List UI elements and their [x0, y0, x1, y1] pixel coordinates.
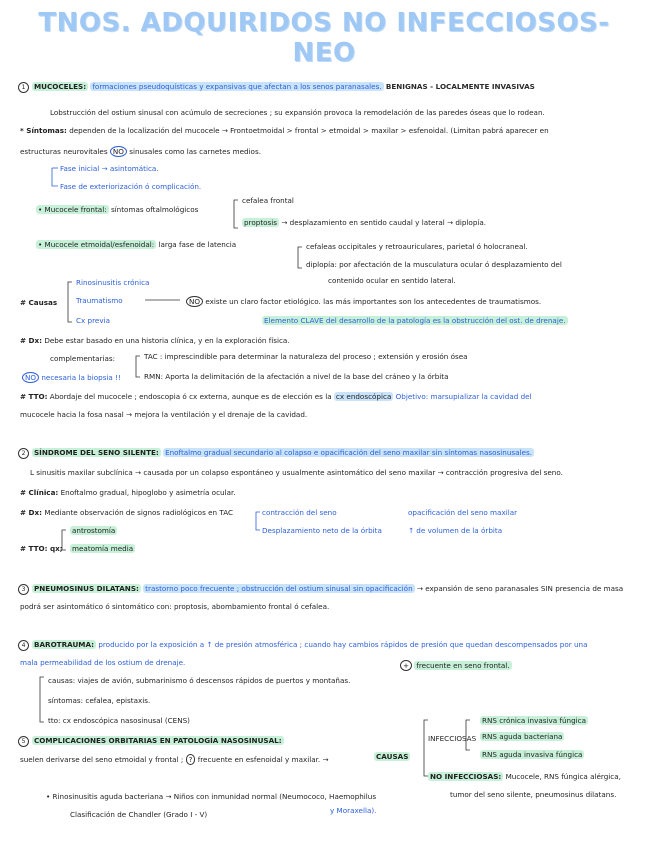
- s5-noninfectious-text: Mucocele, RNS fúngica alérgica,: [505, 772, 621, 781]
- s4-definition: producido por la exposición a ↑ de presión atmosférica ; cuando hay cambios rápidos de presión que quedan descompensados por una: [98, 640, 588, 649]
- s3-line2: podrá ser asintomático ó sintomático con: proptosis, abombamiento frontal ó cefalea.: [20, 602, 330, 611]
- s1-complementary: complementarias:: [50, 354, 116, 363]
- s1-result: BENIGNAS - LOCALMENTE INVASIVAS: [385, 82, 535, 91]
- s2-dx-label: # Dx:: [20, 508, 43, 517]
- s2-definition: Enoftalmo gradual secundario al colapso e opacificación del seno maxilar sin síntomas nasosinusales.: [165, 448, 532, 457]
- s5-causes-text: CAUSAS: [376, 752, 409, 761]
- s2-line2: L sinusitis maxilar subclínica → causada por un colapso espontáneo y usualmente asintomático del seno maxilar → contracción progresiva del seno.: [30, 468, 563, 477]
- s1-symptoms-text: dependen de la localización del mucocele → Frontoetmoidal > frontal > etmoidal > maxilar > esfenoidal. (Limitan pabrá aparecer en: [69, 126, 549, 135]
- s2-clinic: [20, 488, 236, 497]
- s5-causes: [374, 752, 410, 761]
- s4-symptoms: síntomas: cefalea, epistaxis.: [48, 696, 151, 705]
- s1-etm-label: • Mucocele etmoidal/esfenoidal:: [38, 240, 155, 249]
- s2-tto-a-text: antrostomía: [72, 526, 116, 535]
- s1-tto: [20, 392, 532, 401]
- s5-infectious-c: [480, 750, 584, 759]
- s1-symptoms-text3: sinusales como las carnetes medios.: [129, 147, 261, 156]
- s2-dx-a: contracción del seno: [262, 508, 337, 517]
- s1-phase2: Fase de exteriorización ó complicación.: [60, 182, 202, 191]
- s1-cause-1: Rinosinusitis crónica: [76, 278, 150, 287]
- s2-dx-c: opacificación del seno maxilar: [408, 508, 518, 517]
- s1-tto-line2: mucocele hacia la fosa nasal → mejora la ventilación y el drenaje de la cavidad.: [20, 410, 308, 419]
- s1-tto-highlight: cx endoscópica: [335, 392, 392, 401]
- s1-heading: [18, 82, 535, 93]
- s5-noninfectious: [428, 772, 621, 781]
- s1-frontal-b-text: → desplazamiento en sentido caudal y lateral → diplopía.: [281, 218, 487, 227]
- s1-etm-b: diplopía: por afectación de la musculatura ocular ó desplazamiento del: [306, 260, 562, 269]
- s1-cause-3: Cx previa: [76, 316, 110, 325]
- s1-cause-2: Traumatismo: [76, 296, 123, 305]
- s2-tto-b-text: meatomía media: [72, 544, 134, 553]
- s2-dx-text: Mediante observación de signos radiológicos en TAC: [44, 508, 234, 517]
- s5-rhino: • Rinosinusitis aguda bacteriana → Niños con inmunidad normal (Neumococo, Haemophilus: [46, 792, 377, 801]
- s4-frequency: [400, 660, 512, 671]
- s3-definition-tail: → expansión de seno paranasales SIN presencia de masa: [416, 584, 624, 593]
- s4-label: BAROTRAUMA:: [34, 640, 95, 649]
- s1-line2: Lobstrucción del ostium sinusal con acúmulo de secreciones ; su expansión provoca la remodelación de las paredes óseas que lo rodean.: [50, 108, 545, 117]
- s1-causes-label: # Causas: [20, 298, 58, 307]
- s4-line2: mala permeabilidad de los ostium de drenaje.: [20, 658, 186, 667]
- s1-definition: formaciones pseudoquísticas y expansivas que afectan a los senos paranasales.: [92, 82, 382, 91]
- s1-etm-b2: contenido ocular en sentido lateral.: [328, 276, 456, 285]
- s1-frontal: [36, 205, 198, 214]
- s1-rmn: RMN: Aporta la delimitación de la afectación a nivel de la base del cráneo y la órbita: [144, 372, 449, 381]
- s4-frequency-text: frecuente en seno frontal.: [416, 661, 510, 670]
- s1-tto-label: # TTO:: [20, 392, 48, 401]
- s5-number: 5: [18, 736, 29, 747]
- s5-infectious-b: [480, 732, 564, 741]
- s3-number: 3: [18, 584, 29, 595]
- s1-symptoms: [20, 126, 549, 135]
- s4-heading: [18, 640, 588, 651]
- s1-etm-text: larga fase de latencia: [158, 240, 237, 249]
- s2-clinic-text: Enoftalmo gradual, hipoglobo y asimetría ocular.: [60, 488, 236, 497]
- s3-heading: [18, 584, 623, 595]
- s5-label: COMPLICACIONES ORBITARIAS EN PATOLOGÍA NASOSINUSAL:: [34, 736, 282, 745]
- s5-line2b-text: frecuente en esfenoidal y maxilar. →: [197, 755, 329, 764]
- s2-tto-label: # TTO: qx;: [20, 544, 63, 553]
- s1-dx: [20, 336, 290, 345]
- s1-biopsy: [22, 372, 121, 383]
- s1-biopsy-text: necesaria la biopsia !!: [41, 373, 121, 382]
- s5-line2-text: suelen derivarse del seno etmoidal y frontal ;: [20, 755, 184, 764]
- s5-chandler: Clasificación de Chandler (Grado I - V): [70, 810, 208, 819]
- s2-dx-d: ↑ de volumen de la órbita: [408, 526, 503, 535]
- s4-treatment: tto: cx endoscópica nasosinusal (CENS): [48, 716, 190, 725]
- s1-symptoms-cont: [20, 146, 261, 157]
- s1-causes-desc: existe un claro factor etiológico. las más importantes son los antecedentes de traumatismos.: [205, 297, 542, 306]
- s5-infectious-a-text: RNS crónica invasiva fúngica: [482, 716, 587, 725]
- s1-phase1: Fase inicial → asintomática.: [60, 164, 159, 173]
- s2-dx-b: Desplazamiento neto de la órbita: [262, 526, 382, 535]
- s1-etm-a: cefaleas occipitales y retroauriculares, parietal ó holocraneal.: [306, 242, 528, 251]
- s1-frontal-b: [242, 218, 486, 227]
- s1-symptoms-label: * Síntomas:: [20, 126, 67, 135]
- s5-rhino-2: y Moraxella).: [330, 806, 377, 815]
- s1-causes-text: [186, 296, 541, 307]
- s2-tto-a: [70, 526, 117, 535]
- s4-number: 4: [18, 640, 29, 651]
- s5-infectious-b-text: RNS aguda bacteriana: [482, 732, 563, 741]
- s1-frontal-label: • Mucocele frontal:: [38, 205, 107, 214]
- s5-infectious-a: [480, 716, 588, 725]
- s1-causes-circle: NO: [186, 296, 203, 307]
- s1-tto-objective: Objetivo: marsupializar la cavidad del: [395, 392, 532, 401]
- s1-dx-text: Debe estar basado en una historia clínica, y en la exploración física.: [44, 336, 290, 345]
- s3-label: PNEUMOSINUS DILATANS:: [34, 584, 139, 593]
- s1-causes-element: [262, 316, 568, 325]
- s1-number: 1: [18, 82, 29, 93]
- s5-heading: [18, 736, 284, 747]
- s1-frontal-b-label: proptosis: [244, 218, 278, 227]
- s1-tto-text: Abordaje del mucocele ; endoscopia ó cx externa, aunque es de elección es la: [49, 392, 332, 401]
- s5-noninfectious-2: tumor del seno silente, pneumosinus dilatans.: [450, 790, 617, 799]
- s5-noninfectious-label: NO INFECCIOSAS:: [430, 772, 502, 781]
- s1-label: MUCOCELES:: [34, 82, 87, 91]
- page-title: TNOS. ADQUIRIDOS NO INFECCIOSOS- NEO: [38, 8, 610, 68]
- s1-dx-label: # Dx:: [20, 336, 43, 345]
- s2-label: SÍNDROME DEL SENO SILENTE:: [34, 448, 159, 457]
- s5-line2: [20, 754, 329, 765]
- s1-symptoms-circle: NO: [110, 146, 127, 157]
- s1-tac: TAC : imprescindible para determinar la naturaleza del proceso ; extensión y erosión ósea: [144, 352, 468, 361]
- s1-causes-element-text: Elemento CLAVE del desarrollo de la patología es la obstrucción del ost. de drenaje.: [264, 316, 566, 325]
- s1-biopsy-circle: NO: [22, 372, 39, 383]
- s2-number: 2: [18, 448, 29, 459]
- s2-tto-b: [70, 544, 135, 553]
- s1-frontal-text: síntomas oftalmológicos: [110, 205, 199, 214]
- s2-clinic-label: # Clínica:: [20, 488, 59, 497]
- s2-dx: [20, 508, 233, 517]
- s1-frontal-a: cefalea frontal: [242, 196, 294, 205]
- s1-etm: [36, 240, 236, 249]
- s1-symptoms-text2: estructuras neurovitales: [20, 147, 108, 156]
- s3-definition: trastorno poco frecuente ; obstrucción del ostium sinusal sin opacificación: [145, 584, 413, 593]
- s4-causes: causas: viajes de avión, submarinismo ó descensos rápidos de puertos y montañas.: [48, 676, 351, 685]
- s2-heading: [18, 448, 534, 459]
- s5-infectious-c-text: RNS aguda invasiva fúngica: [482, 750, 583, 759]
- s5-circle: ?: [186, 754, 196, 765]
- s4-frequency-circle: +: [400, 660, 412, 671]
- s5-infectious-label: INFECCIOSAS: [428, 734, 477, 743]
